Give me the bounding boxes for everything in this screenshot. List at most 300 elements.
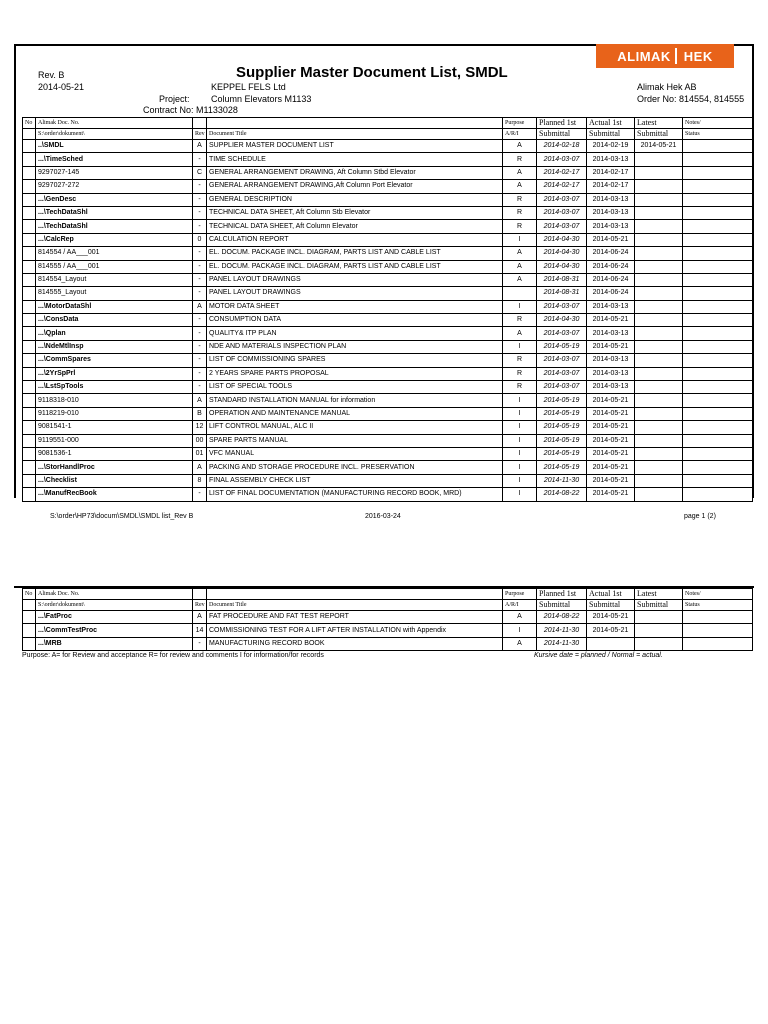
revision-date: 2014-05-21 bbox=[38, 82, 85, 92]
table-row bbox=[23, 180, 753, 193]
revision: - bbox=[193, 488, 207, 501]
latest-date bbox=[635, 247, 683, 260]
doc-number: 9119551-000 bbox=[36, 434, 193, 447]
planned-date: 2014-03-07 bbox=[537, 354, 587, 367]
table-row bbox=[23, 300, 753, 313]
row-number bbox=[23, 300, 36, 313]
doc-title: QUALITY& ITP PLAN bbox=[207, 327, 503, 340]
actual-date: 2014-02-17 bbox=[587, 180, 635, 193]
revision: A bbox=[193, 140, 207, 153]
actual-date: 2014-03-13 bbox=[587, 193, 635, 206]
planned-date: 2014-05-19 bbox=[537, 394, 587, 407]
col2-actual-sub-header: Submittal bbox=[587, 600, 635, 611]
actual-date: 2014-03-13 bbox=[587, 354, 635, 367]
document-list-table bbox=[22, 117, 753, 502]
purpose: R bbox=[503, 381, 537, 394]
latest-date bbox=[635, 220, 683, 233]
revision: - bbox=[193, 220, 207, 233]
revision: - bbox=[193, 180, 207, 193]
actual-date: 2014-05-21 bbox=[587, 407, 635, 420]
notes bbox=[683, 367, 753, 380]
col2-latest-header: Latest bbox=[635, 589, 683, 600]
doc-title: FINAL ASSEMBLY CHECK LIST bbox=[207, 474, 503, 487]
actual-date: 2014-06-24 bbox=[587, 260, 635, 273]
alimak-hek-logo bbox=[596, 44, 734, 68]
latest-date bbox=[635, 287, 683, 300]
doc-number: 9118318-010 bbox=[36, 394, 193, 407]
table-row bbox=[23, 287, 753, 300]
col2-no-header: No bbox=[23, 589, 36, 600]
contract-number: Contract No: M1133028 bbox=[143, 105, 238, 115]
planned-date: 2014-03-07 bbox=[537, 193, 587, 206]
planned-date: 2014-08-22 bbox=[537, 488, 587, 501]
purpose: I bbox=[503, 488, 537, 501]
latest-date bbox=[635, 637, 683, 650]
planned-date: 2014-03-07 bbox=[537, 381, 587, 394]
notes bbox=[683, 434, 753, 447]
doc-title: STANDARD INSTALLATION MANUAL for information bbox=[207, 394, 503, 407]
doc-number: ..\SMDL bbox=[36, 140, 193, 153]
row-number bbox=[23, 247, 36, 260]
actual-date bbox=[587, 637, 635, 650]
col-planned-sub-header: Submittal bbox=[537, 129, 587, 140]
revision: - bbox=[193, 314, 207, 327]
revision: 0 bbox=[193, 233, 207, 246]
row-number bbox=[23, 193, 36, 206]
table-header-row-1 bbox=[23, 118, 753, 129]
actual-date: 2014-03-13 bbox=[587, 327, 635, 340]
purpose: A bbox=[503, 180, 537, 193]
row-number bbox=[23, 488, 36, 501]
doc-title: CONSUMPTION DATA bbox=[207, 314, 503, 327]
table-row bbox=[23, 314, 753, 327]
purpose: R bbox=[503, 193, 537, 206]
row-number bbox=[23, 166, 36, 179]
revision: 12 bbox=[193, 421, 207, 434]
row-number bbox=[23, 407, 36, 420]
table-header-row-2 bbox=[23, 129, 753, 140]
table-row bbox=[23, 421, 753, 434]
actual-date: 2014-05-21 bbox=[587, 488, 635, 501]
revision: - bbox=[193, 247, 207, 260]
table-row bbox=[23, 637, 753, 650]
purpose bbox=[503, 287, 537, 300]
notes bbox=[683, 488, 753, 501]
planned-date: 2014-05-19 bbox=[537, 340, 587, 353]
doc-number: ...\ConsData bbox=[36, 314, 193, 327]
order-number: Order No: 814554, 814555 bbox=[637, 94, 745, 104]
latest-date bbox=[635, 273, 683, 286]
table-row bbox=[23, 611, 753, 624]
planned-date: 2014-03-07 bbox=[537, 153, 587, 166]
latest-date bbox=[635, 367, 683, 380]
revision: - bbox=[193, 193, 207, 206]
logo-text-right: HEK bbox=[683, 48, 713, 64]
col-planned-header: Planned 1st bbox=[537, 118, 587, 129]
planned-date: 2014-05-19 bbox=[537, 447, 587, 460]
doc-title: SUPPLIER MASTER DOCUMENT LIST bbox=[207, 140, 503, 153]
notes bbox=[683, 300, 753, 313]
notes bbox=[683, 153, 753, 166]
revision: - bbox=[193, 327, 207, 340]
table-row bbox=[23, 327, 753, 340]
doc-title: EL. DOCUM. PACKAGE INCL. DIAGRAM, PARTS LIST AND CABLE LIST bbox=[207, 260, 503, 273]
actual-date: 2014-05-21 bbox=[587, 611, 635, 624]
col2-purpose-header: Purpose bbox=[503, 589, 537, 600]
purpose: I bbox=[503, 474, 537, 487]
planned-date: 2014-04-30 bbox=[537, 247, 587, 260]
col-actual-sub-header: Submittal bbox=[587, 129, 635, 140]
row-number bbox=[23, 367, 36, 380]
col2-notes-header: Notes/ bbox=[683, 589, 753, 600]
actual-date: 2014-06-24 bbox=[587, 247, 635, 260]
revision: - bbox=[193, 287, 207, 300]
table-row bbox=[23, 260, 753, 273]
col2-docpath-header: S:\order\dokument\ bbox=[36, 600, 193, 611]
actual-date: 2014-05-21 bbox=[587, 474, 635, 487]
planned-date: 2014-11-30 bbox=[537, 624, 587, 637]
row-number bbox=[23, 611, 36, 624]
row-number bbox=[23, 624, 36, 637]
notes bbox=[683, 220, 753, 233]
footer-page-number: page 1 (2) bbox=[684, 513, 716, 520]
table-row bbox=[23, 247, 753, 260]
doc-title: PACKING AND STORAGE PROCEDURE INCL. PRESERVATION bbox=[207, 461, 503, 474]
latest-date bbox=[635, 260, 683, 273]
doc-number: ...\LstSpTools bbox=[36, 381, 193, 394]
doc-number: ...\MRB bbox=[36, 637, 193, 650]
planned-date: 2014-02-17 bbox=[537, 180, 587, 193]
row-number bbox=[23, 434, 36, 447]
latest-date bbox=[635, 421, 683, 434]
purpose: I bbox=[503, 340, 537, 353]
col2-purpose-sub-header: A/R/I bbox=[503, 600, 537, 611]
planned-date: 2014-05-19 bbox=[537, 407, 587, 420]
doc-title: COMMISSIONING TEST FOR A LIFT AFTER INSTALLATION with Appendix bbox=[207, 624, 503, 637]
doc-title: LIST OF COMMISSIONING SPARES bbox=[207, 354, 503, 367]
purpose: A bbox=[503, 166, 537, 179]
latest-date bbox=[635, 611, 683, 624]
latest-date bbox=[635, 180, 683, 193]
doc-title: CALCULATION REPORT bbox=[207, 233, 503, 246]
actual-date: 2014-05-21 bbox=[587, 314, 635, 327]
doc-title: TECHNICAL DATA SHEET, Aft Column Stb Elevator bbox=[207, 206, 503, 219]
doc-title: EL. DOCUM. PACKAGE INCL. DIAGRAM, PARTS LIST AND CABLE LIST bbox=[207, 247, 503, 260]
doc-title: PANEL LAYOUT DRAWINGS bbox=[207, 287, 503, 300]
doc-title: MOTOR DATA SHEET bbox=[207, 300, 503, 313]
planned-date: 2014-03-07 bbox=[537, 206, 587, 219]
notes bbox=[683, 273, 753, 286]
col-latest-sub-header: Submittal bbox=[635, 129, 683, 140]
latest-date bbox=[635, 434, 683, 447]
col-purpose-header: Purpose bbox=[503, 118, 537, 129]
doc-title: TIME SCHEDULE bbox=[207, 153, 503, 166]
doc-number: 9297027-145 bbox=[36, 166, 193, 179]
doc-number: 814555_Layout bbox=[36, 287, 193, 300]
table-row bbox=[23, 474, 753, 487]
table-row bbox=[23, 354, 753, 367]
doc-title: GENERAL DESCRIPTION bbox=[207, 193, 503, 206]
planned-date: 2014-08-31 bbox=[537, 273, 587, 286]
logo-text-left: ALIMAK bbox=[617, 48, 671, 64]
notes bbox=[683, 474, 753, 487]
notes bbox=[683, 314, 753, 327]
doc-title: LIST OF FINAL DOCUMENTATION (MANUFACTURING RECORD BOOK, MRD) bbox=[207, 488, 503, 501]
latest-date bbox=[635, 206, 683, 219]
document-title: Supplier Master Document List, SMDL bbox=[236, 64, 508, 81]
col2-latest-sub-header: Submittal bbox=[635, 600, 683, 611]
company-name: Alimak Hek AB bbox=[637, 82, 697, 92]
table-row bbox=[23, 381, 753, 394]
col-latest-header: Latest bbox=[635, 118, 683, 129]
doc-number: ...\GenDesc bbox=[36, 193, 193, 206]
latest-date: 2014-05-21 bbox=[635, 140, 683, 153]
doc-title: LIST OF SPECIAL TOOLS bbox=[207, 381, 503, 394]
doc-title: VFC MANUAL bbox=[207, 447, 503, 460]
doc-title: GENERAL ARRANGEMENT DRAWING, Aft Column Stbd Elevator bbox=[207, 166, 503, 179]
revision: - bbox=[193, 354, 207, 367]
latest-date bbox=[635, 407, 683, 420]
latest-date bbox=[635, 340, 683, 353]
table2-header-row-2 bbox=[23, 600, 753, 611]
table-row bbox=[23, 220, 753, 233]
notes bbox=[683, 287, 753, 300]
doc-title: 2 YEARS SPARE PARTS PROPOSAL bbox=[207, 367, 503, 380]
notes bbox=[683, 166, 753, 179]
table-row bbox=[23, 273, 753, 286]
revision-label: Rev. B bbox=[38, 70, 65, 80]
col-no-header: No bbox=[23, 118, 36, 129]
table-row bbox=[23, 434, 753, 447]
purpose: A bbox=[503, 273, 537, 286]
revision: 00 bbox=[193, 434, 207, 447]
actual-date: 2014-05-21 bbox=[587, 421, 635, 434]
project-name: Column Elevators M1133 bbox=[211, 94, 312, 104]
doc-title: MANUFACTURING RECORD BOOK bbox=[207, 637, 503, 650]
row-number bbox=[23, 273, 36, 286]
doc-number: ...\CalcRep bbox=[36, 233, 193, 246]
actual-date: 2014-05-21 bbox=[587, 233, 635, 246]
notes bbox=[683, 394, 753, 407]
col-purpose-sub-header: A/R/I bbox=[503, 129, 537, 140]
actual-date: 2014-03-13 bbox=[587, 381, 635, 394]
doc-title: PANEL LAYOUT DRAWINGS bbox=[207, 273, 503, 286]
purpose: I bbox=[503, 447, 537, 460]
latest-date bbox=[635, 488, 683, 501]
revision: 14 bbox=[193, 624, 207, 637]
doc-number: ...\CommSpares bbox=[36, 354, 193, 367]
purpose: R bbox=[503, 314, 537, 327]
supplier-name: KEPPEL FELS Ltd bbox=[211, 82, 286, 92]
latest-date bbox=[635, 193, 683, 206]
doc-title: NDE AND MATERIALS INSPECTION PLAN bbox=[207, 340, 503, 353]
row-number bbox=[23, 314, 36, 327]
latest-date bbox=[635, 153, 683, 166]
table-row bbox=[23, 193, 753, 206]
purpose-legend: Purpose: A= for Review and acceptance R= for review and comments I for information/for records bbox=[22, 652, 324, 659]
table-row bbox=[23, 447, 753, 460]
revision: - bbox=[193, 381, 207, 394]
actual-date: 2014-05-21 bbox=[587, 434, 635, 447]
planned-date: 2014-11-30 bbox=[537, 474, 587, 487]
purpose: R bbox=[503, 206, 537, 219]
notes bbox=[683, 407, 753, 420]
revision: C bbox=[193, 166, 207, 179]
row-number bbox=[23, 260, 36, 273]
planned-date: 2014-03-07 bbox=[537, 327, 587, 340]
revision: - bbox=[193, 153, 207, 166]
revision: - bbox=[193, 367, 207, 380]
table-row bbox=[23, 394, 753, 407]
revision: - bbox=[193, 340, 207, 353]
planned-date: 2014-05-19 bbox=[537, 421, 587, 434]
notes bbox=[683, 354, 753, 367]
col-title-header: Document Title bbox=[207, 129, 503, 140]
latest-date bbox=[635, 300, 683, 313]
actual-date: 2014-03-13 bbox=[587, 206, 635, 219]
actual-date: 2014-05-21 bbox=[587, 394, 635, 407]
col2-rev-header: Rev bbox=[193, 600, 207, 611]
revision: - bbox=[193, 206, 207, 219]
doc-number: ...\ManufRecBook bbox=[36, 488, 193, 501]
purpose: I bbox=[503, 421, 537, 434]
actual-date: 2014-05-21 bbox=[587, 461, 635, 474]
doc-number: ...\FatProc bbox=[36, 611, 193, 624]
col-notes-header: Notes/ bbox=[683, 118, 753, 129]
purpose: A bbox=[503, 260, 537, 273]
latest-date bbox=[635, 447, 683, 460]
latest-date bbox=[635, 314, 683, 327]
planned-date: 2014-02-17 bbox=[537, 166, 587, 179]
col-actual-header: Actual 1st bbox=[587, 118, 635, 129]
doc-number: ...\Checklist bbox=[36, 474, 193, 487]
doc-number: ...\CommTestProc bbox=[36, 624, 193, 637]
table-row bbox=[23, 407, 753, 420]
planned-date: 2014-05-19 bbox=[537, 461, 587, 474]
purpose: R bbox=[503, 220, 537, 233]
actual-date: 2014-02-17 bbox=[587, 166, 635, 179]
footer-print-date: 2016-03-24 bbox=[365, 513, 401, 520]
doc-number: 9081536-1 bbox=[36, 447, 193, 460]
purpose: I bbox=[503, 434, 537, 447]
latest-date bbox=[635, 354, 683, 367]
table-row bbox=[23, 624, 753, 637]
notes bbox=[683, 461, 753, 474]
footer-file-path: S:\order\HP73\docum\SMDL\SMDL list_Rev B bbox=[50, 513, 194, 520]
row-number bbox=[23, 637, 36, 650]
doc-number: 9081541-1 bbox=[36, 421, 193, 434]
col-docno-header: Alimak Doc. No. bbox=[36, 118, 193, 129]
purpose: I bbox=[503, 300, 537, 313]
table-row bbox=[23, 233, 753, 246]
planned-date: 2014-03-07 bbox=[537, 220, 587, 233]
row-number bbox=[23, 474, 36, 487]
row-number bbox=[23, 153, 36, 166]
purpose: I bbox=[503, 407, 537, 420]
row-number bbox=[23, 461, 36, 474]
page-frame-left bbox=[14, 44, 16, 498]
doc-number: 9297027-272 bbox=[36, 180, 193, 193]
doc-number: ...\StorHandlProc bbox=[36, 461, 193, 474]
latest-date bbox=[635, 166, 683, 179]
latest-date bbox=[635, 233, 683, 246]
revision: A bbox=[193, 611, 207, 624]
doc-number: 9118219-010 bbox=[36, 407, 193, 420]
actual-date: 2014-05-21 bbox=[587, 624, 635, 637]
table-row bbox=[23, 340, 753, 353]
row-number bbox=[23, 394, 36, 407]
latest-date bbox=[635, 474, 683, 487]
row-number bbox=[23, 447, 36, 460]
col-docpath-header: S:\order\dokument\ bbox=[36, 129, 193, 140]
doc-number: ...\Qplan bbox=[36, 327, 193, 340]
doc-title: FAT PROCEDURE AND FAT TEST REPORT bbox=[207, 611, 503, 624]
revision: A bbox=[193, 394, 207, 407]
col2-title-header: Document Title bbox=[207, 600, 503, 611]
revision: - bbox=[193, 637, 207, 650]
notes bbox=[683, 611, 753, 624]
document-list-table-page2 bbox=[22, 588, 753, 651]
purpose: I bbox=[503, 233, 537, 246]
purpose: A bbox=[503, 140, 537, 153]
row-number bbox=[23, 140, 36, 153]
date-legend: Kursive date = planned / Normal = actual. bbox=[534, 652, 663, 659]
row-number bbox=[23, 381, 36, 394]
planned-date: 2014-08-31 bbox=[537, 287, 587, 300]
doc-number: 814554 / AA___001 bbox=[36, 247, 193, 260]
latest-date bbox=[635, 624, 683, 637]
actual-date: 2014-05-21 bbox=[587, 447, 635, 460]
purpose: R bbox=[503, 354, 537, 367]
planned-date: 2014-04-30 bbox=[537, 260, 587, 273]
notes bbox=[683, 206, 753, 219]
doc-number: ...\TechDataShl bbox=[36, 220, 193, 233]
project-label: Project: bbox=[159, 94, 190, 104]
doc-number: ...\TimeSched bbox=[36, 153, 193, 166]
notes bbox=[683, 140, 753, 153]
notes bbox=[683, 637, 753, 650]
actual-date: 2014-03-13 bbox=[587, 153, 635, 166]
doc-title: TECHNICAL DATA SHEET, Aft Column Elevator bbox=[207, 220, 503, 233]
purpose: A bbox=[503, 611, 537, 624]
doc-number: 814555 / AA___001 bbox=[36, 260, 193, 273]
table-row bbox=[23, 488, 753, 501]
purpose: A bbox=[503, 327, 537, 340]
table-row bbox=[23, 166, 753, 179]
purpose: R bbox=[503, 153, 537, 166]
actual-date: 2014-06-24 bbox=[587, 287, 635, 300]
planned-date: 2014-04-30 bbox=[537, 314, 587, 327]
table-row bbox=[23, 206, 753, 219]
actual-date: 2014-03-13 bbox=[587, 220, 635, 233]
notes bbox=[683, 247, 753, 260]
doc-number: ...\TechDataShl bbox=[36, 206, 193, 219]
row-number bbox=[23, 206, 36, 219]
doc-title: GENERAL ARRANGEMENT DRAWING,Aft Column Port Elevator bbox=[207, 180, 503, 193]
actual-date: 2014-03-13 bbox=[587, 300, 635, 313]
table-row bbox=[23, 140, 753, 153]
actual-date: 2014-03-13 bbox=[587, 367, 635, 380]
purpose: A bbox=[503, 637, 537, 650]
notes bbox=[683, 421, 753, 434]
logo-separator-icon bbox=[675, 48, 680, 64]
purpose: I bbox=[503, 461, 537, 474]
table-row bbox=[23, 153, 753, 166]
actual-date: 2014-02-19 bbox=[587, 140, 635, 153]
table-row bbox=[23, 367, 753, 380]
latest-date bbox=[635, 461, 683, 474]
doc-title: OPERATION AND MAINTENANCE MANUAL bbox=[207, 407, 503, 420]
